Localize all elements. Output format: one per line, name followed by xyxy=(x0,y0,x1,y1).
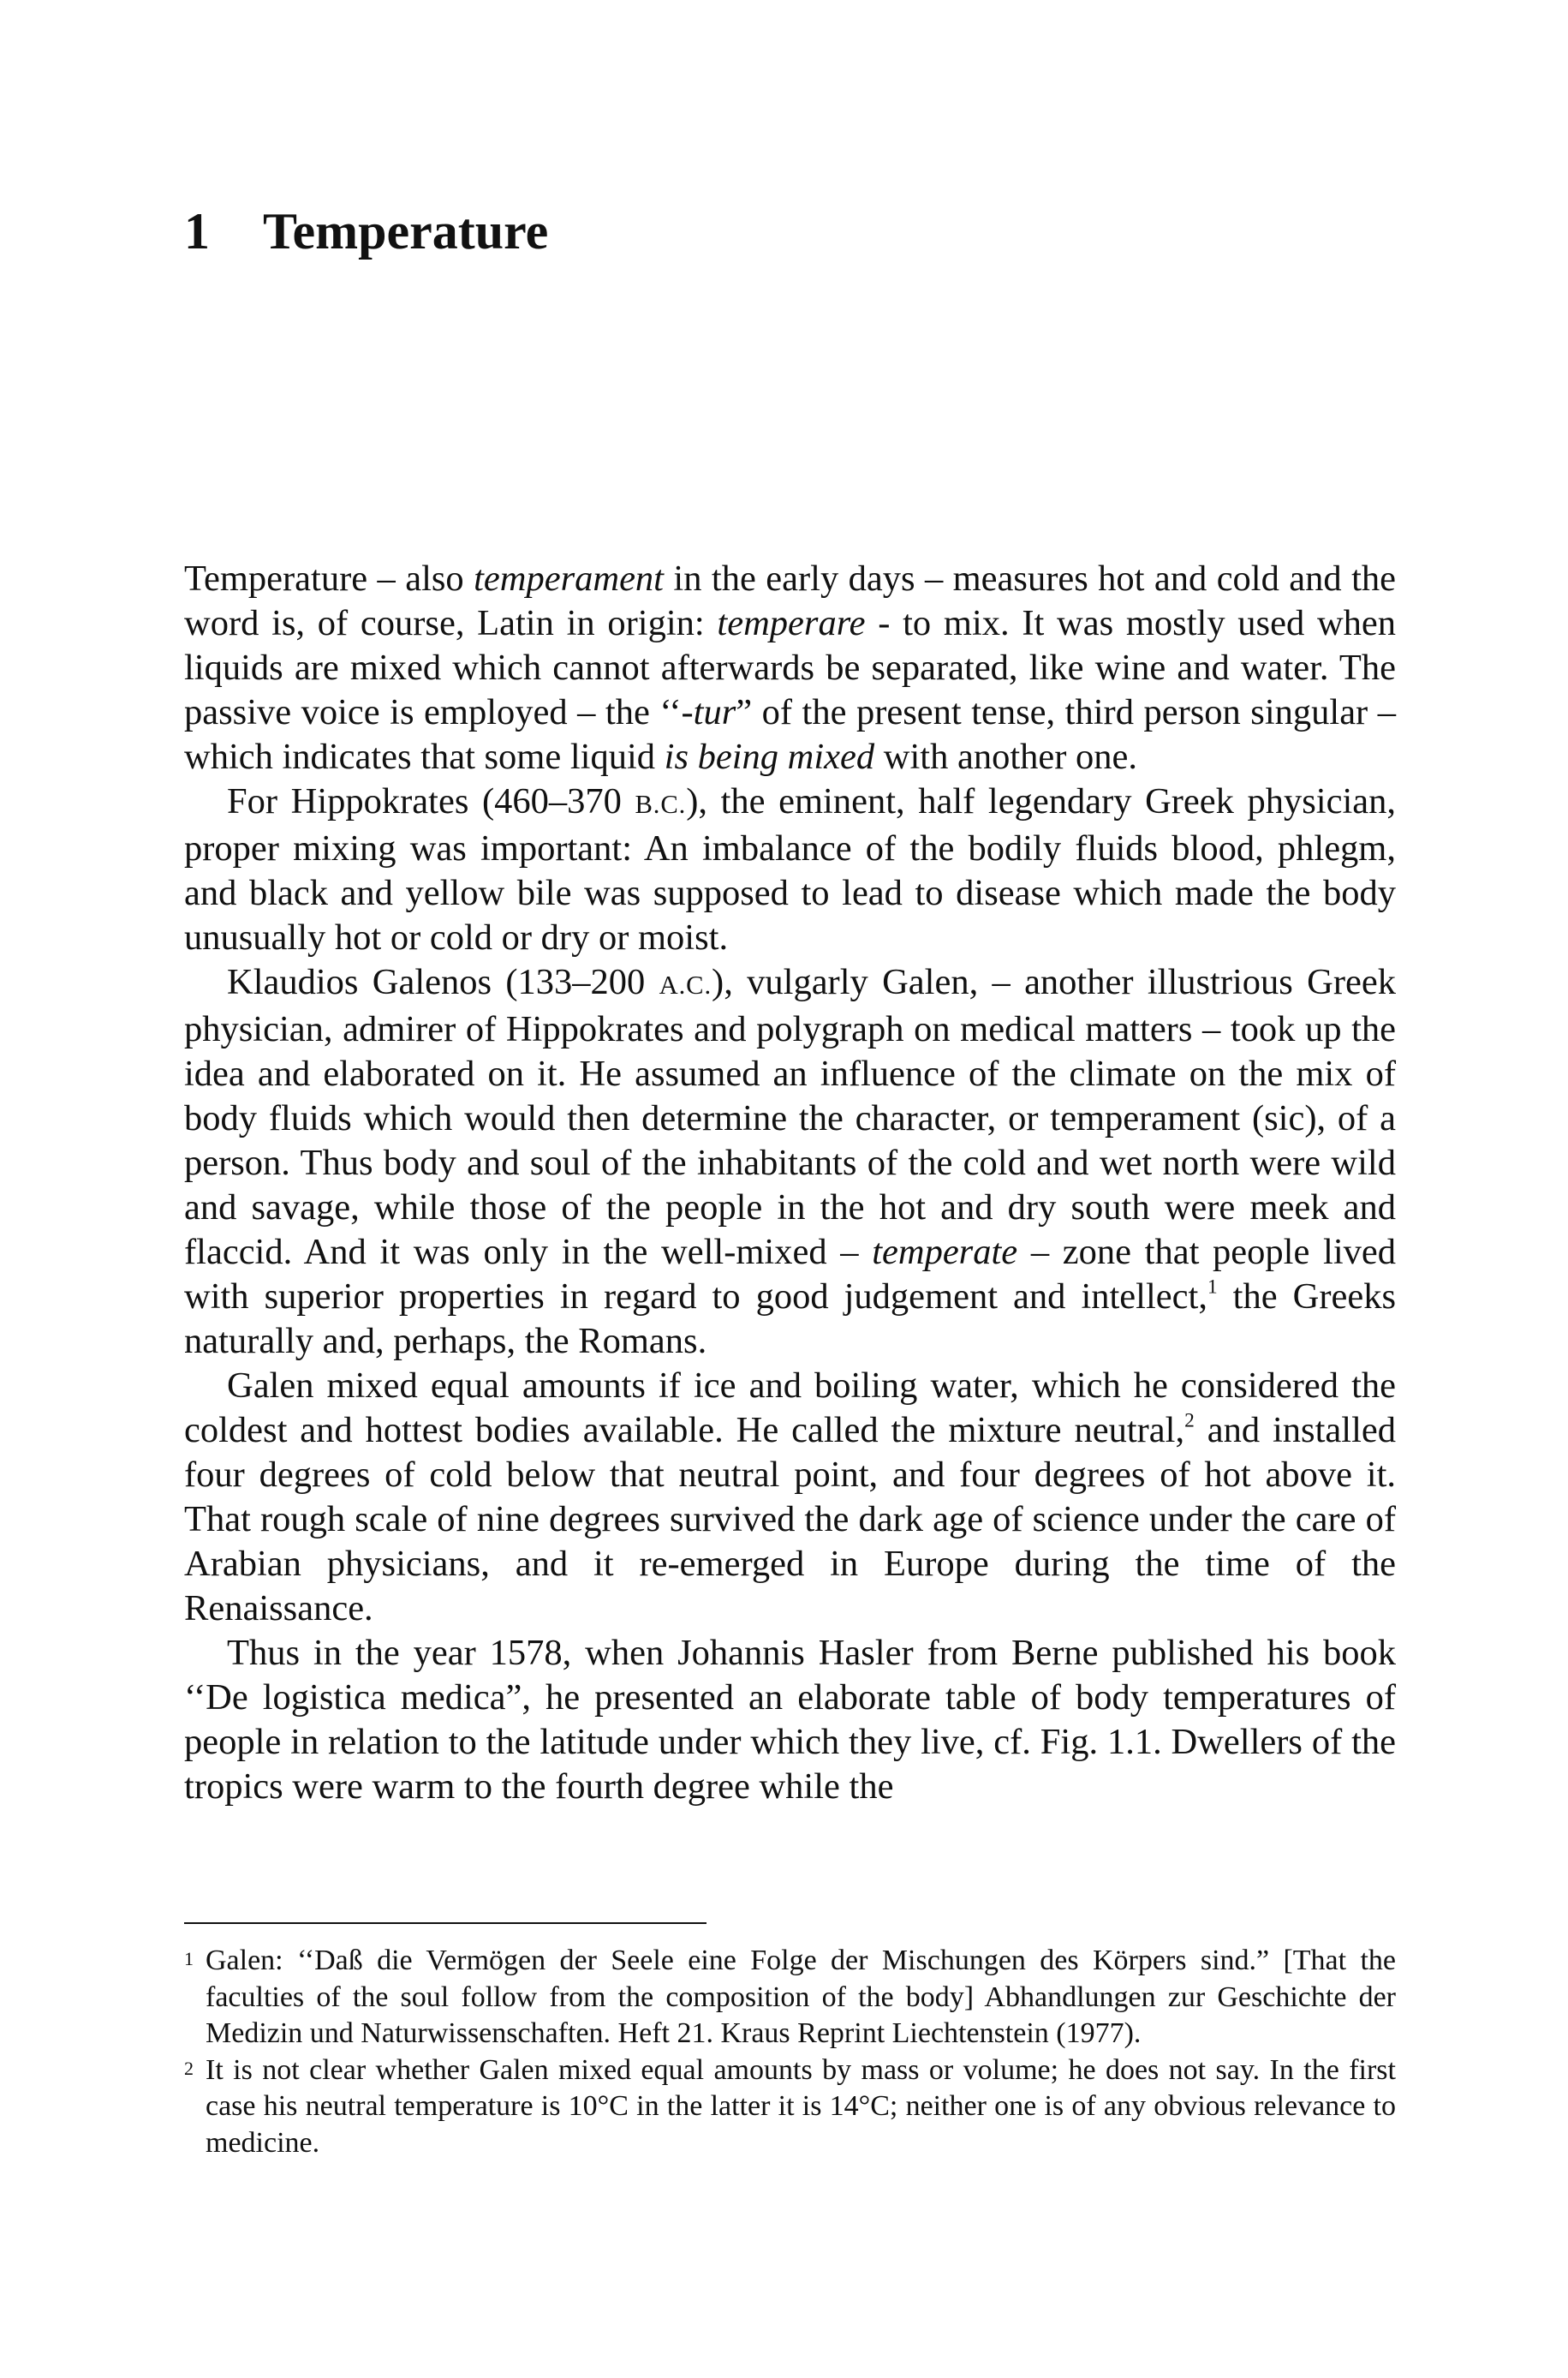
emphasis: temperament xyxy=(474,559,664,599)
footnote-ref-1[interactable]: 1 xyxy=(1207,1276,1218,1299)
paragraph-2: For Hippokrates (460–370 B.C.), the eminent, half legendary Greek physician, proper mixing was important: An imbalance of the bodily fluids blood, phlegm, and black and yellow bile was supposed to lead to disease which made the body unusually hot or cold or dry or moist. xyxy=(184,781,1397,958)
footnote-ref-2[interactable]: 2 xyxy=(1184,1409,1195,1432)
chapter-title: Temperature xyxy=(263,203,549,260)
paragraph-4: Galen mixed equal amounts if ice and boiling water, which he considered the coldest and hottest bodies available. He called the mixture neutral,$^2$ and installed four degrees of cold below that neutral point, and four degrees of hot above it. That rough scale of nine degrees survived the dark age of science under the care of Arabian physicians, and it re-emerged in Europe during the time of the Renaissance. xyxy=(184,1365,1396,1628)
paragraph-1: Temperature – also temperament in the early days – measures hot and cold and the word is, of course, Latin in origin: temperare - to mix. It was mostly used when liquids are mixed which cannot afterwards be separated, like wine and water. The passive voice is employed – the ‘‘-tur” of the present tense, third person singular – which indicates that some liquid is being mixed with another one. xyxy=(184,559,1396,777)
chapter-number: 1 xyxy=(184,203,210,260)
emphasis: temperate xyxy=(872,1232,1018,1272)
footnote-1 xyxy=(184,1943,1396,2052)
emphasis: -tur xyxy=(681,692,736,732)
chapter-heading xyxy=(184,201,548,261)
footnote-divider xyxy=(184,1922,706,1924)
paragraph-5: Thus in the year 1578, when Johannis Hasler from Berne published his book ‘‘De logistica medica”, he presented an elaborate table of body temperatures of people in relation to the latitude under which they live, cf. Fig. 1.1. Dwellers of the tropics were warm to the fourth degree while the xyxy=(184,1633,1396,1807)
footnote-2 xyxy=(184,2052,1396,2162)
footnote-mark: 2 xyxy=(184,2057,194,2079)
footnote-text: Galen: ‘‘Daß die Vermögen der Seele eine Folge der Mischungen des Körpers sind.” [That the faculties of the soul follow from the composition of the body] Abhandlungen zur Geschichte der Medizin und Naturwissenschaften. Heft 21. Kraus Reprint Liechtenstein (1977). xyxy=(206,1945,1396,2049)
paragraph-3: Klaudios Galenos (133–200 A.C.), vulgarly Galen, – another illustrious Greek physician, admirer of Hippokrates and polygraph on medical matters – took up the idea and elaborated on it. He assumed an influence of the climate on the mix of body fluids which would then determine the character, or temperament (sic), of a person. Thus body and soul of the inhabitants of the cold and wet north were wild and savage, while those of the people in the hot and dry south were meek and flaccid. And it was only in the well-mixed – temperate – zone that people lived with superior properties in regard to good judgement and intellect,$^1$ the Greeks naturally and, perhaps, the Romans. xyxy=(184,962,1396,1361)
small-caps-era: A.C. xyxy=(659,971,712,1000)
emphasis: temperare xyxy=(717,603,866,643)
small-caps-era: B.C. xyxy=(635,790,687,819)
footnote-mark: 1 xyxy=(184,1948,194,1969)
footnotes xyxy=(184,1943,1396,2161)
emphasis: is being mixed xyxy=(664,737,875,777)
footnote-text: It is not clear whether Galen mixed equal amounts by mass or volume; he does not say. In the first case his neutral temperature is 10°C in the latter it is 14°C; neither one is of any obvious relevance to medicine. xyxy=(206,2053,1396,2159)
body-text xyxy=(184,557,1396,1809)
